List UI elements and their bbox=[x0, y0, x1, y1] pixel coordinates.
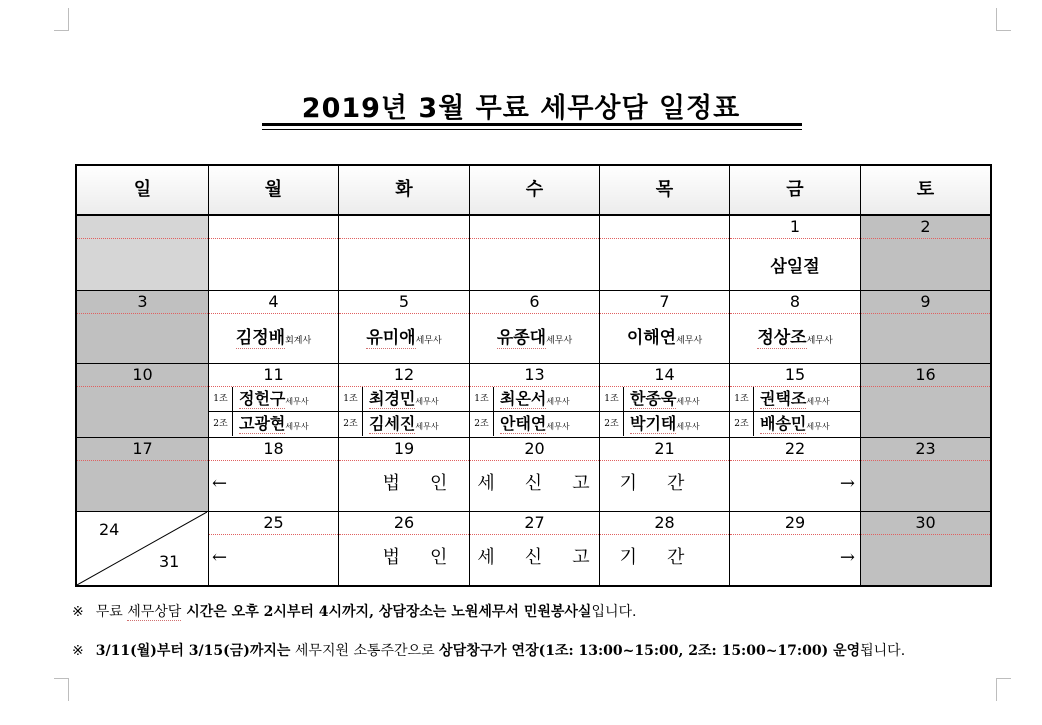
consultant-name: 최온서 bbox=[500, 389, 547, 408]
note-extended-hours bbox=[72, 640, 905, 660]
consultant-role: 세무사 bbox=[676, 336, 703, 346]
page-title: 2019년 3월 무료 세무상담 일정표 bbox=[301, 93, 741, 124]
diagonal-divider bbox=[77, 512, 207, 585]
day-cell-1 bbox=[729, 216, 860, 290]
day-number: 30 bbox=[861, 512, 990, 535]
day-cell-12 bbox=[338, 363, 469, 437]
group-1-slot bbox=[470, 387, 599, 411]
day-number: 6 bbox=[470, 291, 599, 314]
day-cell-13 bbox=[469, 363, 599, 437]
group-2-slot bbox=[730, 411, 860, 436]
day-number: 10 bbox=[77, 364, 208, 387]
day-number: 13 bbox=[470, 364, 599, 387]
day-number: 28 bbox=[600, 512, 729, 535]
day-number bbox=[209, 216, 338, 239]
day-number: 29 bbox=[730, 512, 860, 535]
consultant-name: 안태연 bbox=[500, 414, 547, 433]
day-number: 24 bbox=[99, 520, 120, 539]
day-number: 17 bbox=[77, 438, 208, 461]
arrow-left-icon: ← bbox=[212, 473, 228, 494]
period-label: 법인세신고기간 bbox=[382, 547, 715, 568]
title-underline-thick bbox=[262, 123, 802, 126]
group-label: 1조 bbox=[339, 387, 363, 411]
consultant bbox=[600, 323, 729, 348]
day-number: 7 bbox=[600, 291, 729, 314]
group-label: 2조 bbox=[730, 412, 754, 436]
day-number: 14 bbox=[600, 364, 729, 387]
tax-filing-period-banner bbox=[208, 459, 859, 509]
holiday-label: 삼일절 bbox=[770, 257, 820, 277]
note-text-bold: 시간은 오후 2시부터 4시까지, 상담장소는 노원세무서 민원봉사실 bbox=[181, 604, 592, 620]
day-number: 18 bbox=[209, 438, 338, 461]
day-cell-2 bbox=[860, 216, 990, 290]
day-cell-9 bbox=[860, 290, 990, 363]
day-cell-4 bbox=[208, 290, 338, 363]
day-number bbox=[470, 216, 599, 239]
split-day-cell bbox=[77, 512, 207, 584]
day-cell-empty bbox=[599, 216, 729, 290]
group-2-slot bbox=[600, 411, 729, 436]
calendar-table bbox=[75, 164, 992, 587]
consultant-role: 세무사 bbox=[676, 422, 700, 431]
weekday-header-row bbox=[77, 166, 990, 216]
day-number: 26 bbox=[339, 512, 469, 535]
note-text-bold: (1조: 13:00~15:00, 2조: 15:00~17:00) 운영 bbox=[538, 643, 861, 659]
consultant-name: 정상조 bbox=[757, 328, 807, 348]
tax-filing-period-banner bbox=[208, 533, 859, 583]
period-label: 법인세신고기간 bbox=[382, 473, 715, 494]
week-row-2 bbox=[77, 290, 990, 363]
day-number: 31 bbox=[159, 552, 180, 571]
day-cell-empty bbox=[208, 216, 338, 290]
weekday-sun: 일 bbox=[133, 179, 152, 200]
note-text: 세무지원 소통주간으로 bbox=[290, 643, 440, 659]
day-cell-8 bbox=[729, 290, 860, 363]
note-text-bold: 3/11(월)부터 3/15(금)까지는 bbox=[95, 643, 291, 659]
day-cell-17 bbox=[77, 437, 208, 511]
weekday-sat: 토 bbox=[860, 166, 990, 214]
consultant bbox=[730, 323, 860, 348]
group-label: 2조 bbox=[209, 412, 233, 436]
group-label: 1조 bbox=[600, 387, 624, 411]
day-number: 19 bbox=[339, 438, 469, 461]
consultant-name: 권택조 bbox=[760, 389, 807, 408]
crop-mark-top-left bbox=[54, 8, 69, 31]
weekday-thu: 목 bbox=[599, 166, 729, 214]
day-number: 20 bbox=[470, 438, 599, 461]
consultant-role: 세무사 bbox=[285, 397, 309, 406]
day-number: 27 bbox=[470, 512, 599, 535]
consultant-name: 이해연 bbox=[626, 328, 677, 348]
day-number bbox=[339, 216, 469, 239]
day-cell-24-31 bbox=[77, 511, 208, 585]
day-cell-7 bbox=[599, 290, 729, 363]
note-text-bold: 상담창구가 연장 bbox=[439, 643, 539, 659]
consultant bbox=[470, 323, 599, 348]
consultant-role: 세무사 bbox=[806, 422, 830, 431]
day-cell-30 bbox=[860, 511, 990, 585]
day-cell-empty bbox=[77, 216, 208, 290]
day-number: 1 bbox=[730, 216, 860, 239]
day-cell-16 bbox=[860, 363, 990, 437]
day-number bbox=[77, 216, 208, 239]
day-cell-empty bbox=[469, 216, 599, 290]
consultant-name: 김정배 bbox=[235, 328, 286, 348]
consultant bbox=[339, 323, 469, 348]
consultant-role: 세무사 bbox=[806, 336, 833, 346]
group-1-slot bbox=[209, 387, 338, 411]
day-cell-3 bbox=[77, 290, 208, 363]
group-2-slot bbox=[470, 411, 599, 436]
arrow-left-icon: ← bbox=[212, 547, 228, 568]
consultant-role: 세무사 bbox=[415, 422, 439, 431]
consultant-role: 세무사 bbox=[285, 422, 309, 431]
day-number: 25 bbox=[209, 512, 338, 535]
day-cell-10 bbox=[77, 363, 208, 437]
crop-mark-top-right bbox=[996, 8, 1011, 31]
group-label: 2조 bbox=[339, 412, 363, 436]
consultant-name: 고광현 bbox=[239, 414, 286, 433]
consultant-name: 배송민 bbox=[760, 414, 807, 433]
group-label: 1조 bbox=[470, 387, 494, 411]
consultant-role: 세무사 bbox=[546, 336, 573, 346]
crop-mark-bottom-right bbox=[996, 678, 1011, 701]
note-consult-hours bbox=[72, 601, 636, 621]
day-number: 9 bbox=[861, 291, 990, 314]
day-number: 22 bbox=[730, 438, 860, 461]
note-text: 세무상담 bbox=[127, 604, 182, 620]
group-label: 2조 bbox=[470, 412, 494, 436]
day-cell-23 bbox=[860, 437, 990, 511]
week-row-1 bbox=[77, 216, 990, 290]
day-cell-5 bbox=[338, 290, 469, 363]
consultant-role: 세무사 bbox=[546, 397, 570, 406]
note-text: 입니다. bbox=[591, 604, 637, 620]
consultant-name: 정헌구 bbox=[239, 389, 286, 408]
day-number: 3 bbox=[77, 291, 208, 314]
day-number: 5 bbox=[339, 291, 469, 314]
day-number: 12 bbox=[339, 364, 469, 387]
day-cell-15 bbox=[729, 363, 860, 437]
week-row-3 bbox=[77, 363, 990, 437]
arrow-right-icon: → bbox=[839, 473, 855, 494]
day-number: 15 bbox=[730, 364, 860, 387]
group-label: 1조 bbox=[730, 387, 754, 411]
consultant-name: 박기태 bbox=[630, 414, 677, 433]
consultant-name: 유미애 bbox=[366, 328, 416, 348]
consultant bbox=[209, 323, 338, 348]
weekday-mon: 월 bbox=[208, 166, 338, 214]
day-cell-empty bbox=[338, 216, 469, 290]
title-underline-thin bbox=[262, 129, 802, 130]
arrow-right-icon: → bbox=[839, 547, 855, 568]
group-label: 1조 bbox=[209, 387, 233, 411]
consultant-role: 세무사 bbox=[806, 397, 830, 406]
day-number: 16 bbox=[861, 364, 990, 387]
consultant-name: 한종욱 bbox=[630, 389, 677, 408]
note-mark: ※ bbox=[72, 604, 84, 620]
group-1-slot bbox=[339, 387, 469, 411]
day-cell-11 bbox=[208, 363, 338, 437]
day-number: 21 bbox=[600, 438, 729, 461]
note-mark: ※ bbox=[72, 643, 84, 659]
day-number bbox=[600, 216, 729, 239]
weekday-wed: 수 bbox=[469, 166, 599, 214]
group-1-slot bbox=[600, 387, 729, 411]
day-number: 4 bbox=[209, 291, 338, 314]
note-text: 됩니다. bbox=[860, 643, 906, 659]
weekday-tue: 화 bbox=[338, 166, 469, 214]
group-1-slot bbox=[730, 387, 860, 411]
consultant-name: 김세진 bbox=[369, 414, 416, 433]
day-number: 8 bbox=[730, 291, 860, 314]
consultant-role: 세무사 bbox=[415, 336, 442, 346]
consultant-role: 세무사 bbox=[415, 397, 439, 406]
crop-mark-bottom-left bbox=[54, 678, 69, 701]
day-cell-6 bbox=[469, 290, 599, 363]
consultant-role: 세무사 bbox=[676, 397, 700, 406]
weekday-fri: 금 bbox=[729, 166, 860, 214]
consultant-role: 세무사 bbox=[546, 422, 570, 431]
group-2-slot bbox=[339, 411, 469, 436]
day-number: 11 bbox=[209, 364, 338, 387]
group-label: 2조 bbox=[600, 412, 624, 436]
note-text: 무료 bbox=[95, 604, 128, 620]
group-2-slot bbox=[209, 411, 338, 436]
day-number: 23 bbox=[861, 438, 990, 461]
day-number: 2 bbox=[861, 216, 990, 239]
consultant-name: 최경민 bbox=[369, 389, 416, 408]
day-cell-14 bbox=[599, 363, 729, 437]
week-row-4 bbox=[77, 437, 990, 511]
consultant-name: 유종대 bbox=[496, 328, 547, 348]
week-row-5 bbox=[77, 511, 990, 585]
consultant-role: 회계사 bbox=[285, 336, 312, 346]
